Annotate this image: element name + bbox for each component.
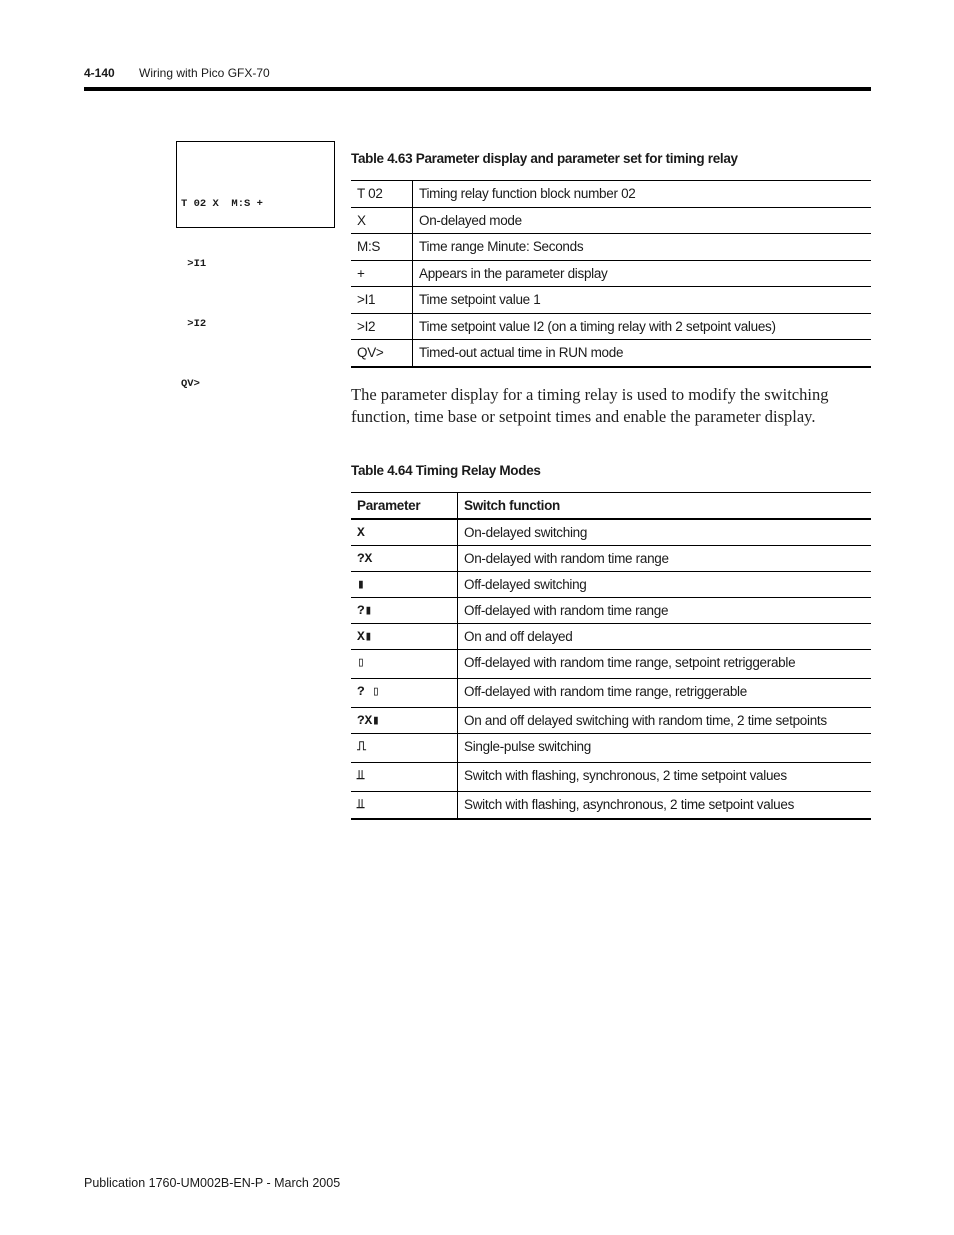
param-cell: + <box>351 260 413 287</box>
table-row <box>351 207 871 234</box>
lcd-parameter-display <box>176 141 335 390</box>
mode-function: On and off delayed switching with random time, 2 time setpoints <box>458 707 872 733</box>
page-number: 4-140 <box>84 66 115 80</box>
table-row <box>351 234 871 261</box>
table-row <box>351 762 871 791</box>
table-header-row <box>351 493 871 520</box>
mode-symbol: X▮ <box>351 623 458 649</box>
desc-cell: Time range Minute: Seconds <box>413 234 872 261</box>
table-row <box>351 340 871 367</box>
section-title: Wiring with Pico GFX-70 <box>139 66 270 80</box>
param-cell: X <box>351 207 413 234</box>
table-row <box>351 733 871 762</box>
mode-function: Off-delayed switching <box>458 571 872 597</box>
table-row <box>351 571 871 597</box>
table-row <box>351 649 871 678</box>
lcd-line: T 02 X M:S + <box>181 198 263 210</box>
mode-symbol: ⫫ <box>351 762 458 791</box>
mode-function: Off-delayed with random time range, retriggerable <box>458 678 872 707</box>
header-parameter: Parameter <box>351 493 458 520</box>
mode-function: Switch with flashing, asynchronous, 2 time setpoint values <box>458 791 872 819</box>
mode-symbol: ?X <box>351 545 458 571</box>
mode-function: Off-delayed with random time range, setpoint retriggerable <box>458 649 872 678</box>
table-row <box>351 260 871 287</box>
mode-symbol: ⫫ <box>351 791 458 819</box>
table-4-63 <box>351 180 871 368</box>
mode-symbol: ?▮ <box>351 597 458 623</box>
desc-cell: On-delayed mode <box>413 207 872 234</box>
mode-symbol: ? ▯ <box>351 678 458 707</box>
desc-cell: Timing relay function block number 02 <box>413 181 872 208</box>
mode-symbol: ?X▮ <box>351 707 458 733</box>
mode-symbol: ▯ <box>351 649 458 678</box>
param-cell: >I2 <box>351 313 413 340</box>
mode-symbol: X <box>351 519 458 545</box>
header-switch-function: Switch function <box>458 493 872 520</box>
table-4-64-title: Table 4.64 Timing Relay Modes <box>351 463 541 478</box>
param-cell: T 02 <box>351 181 413 208</box>
table-row <box>351 181 871 208</box>
mode-function: On-delayed with random time range <box>458 545 872 571</box>
header-rule <box>84 87 871 91</box>
mode-symbol: ▮ <box>351 571 458 597</box>
table-row <box>351 519 871 545</box>
table-row <box>351 597 871 623</box>
mode-function: Switch with flashing, synchronous, 2 time setpoint values <box>458 762 872 791</box>
mode-function: On and off delayed <box>458 623 872 649</box>
param-cell: QV> <box>351 340 413 367</box>
mode-symbol: ⎍ <box>351 733 458 762</box>
lcd-line: QV> <box>181 378 200 390</box>
table-4-64 <box>351 492 871 820</box>
lcd-line: >I1 <box>181 258 207 270</box>
body-paragraph: The parameter display for a timing relay is used to modify the switching function, time base or setpoint times and enable the parameter display. <box>351 385 829 426</box>
desc-cell: Appears in the parameter display <box>413 260 872 287</box>
table-row <box>351 707 871 733</box>
param-cell: >I1 <box>351 287 413 314</box>
table-row <box>351 623 871 649</box>
table-row <box>351 313 871 340</box>
param-cell: M:S <box>351 234 413 261</box>
lcd-line: >I2 <box>181 318 207 330</box>
table-row <box>351 287 871 314</box>
mode-function: Single-pulse switching <box>458 733 872 762</box>
table-row <box>351 545 871 571</box>
table-row <box>351 791 871 819</box>
table-row <box>351 678 871 707</box>
mode-function: Off-delayed with random time range <box>458 597 872 623</box>
publication-footer: Publication 1760-UM002B-EN-P - March 2005 <box>84 1176 341 1190</box>
table-4-63-title: Table 4.63 Parameter display and parameter set for timing relay <box>351 151 738 166</box>
desc-cell: Time setpoint value 1 <box>413 287 872 314</box>
mode-function: On-delayed switching <box>458 519 872 545</box>
desc-cell: Time setpoint value I2 (on a timing relay with 2 setpoint values) <box>413 313 872 340</box>
desc-cell: Timed-out actual time in RUN mode <box>413 340 872 367</box>
